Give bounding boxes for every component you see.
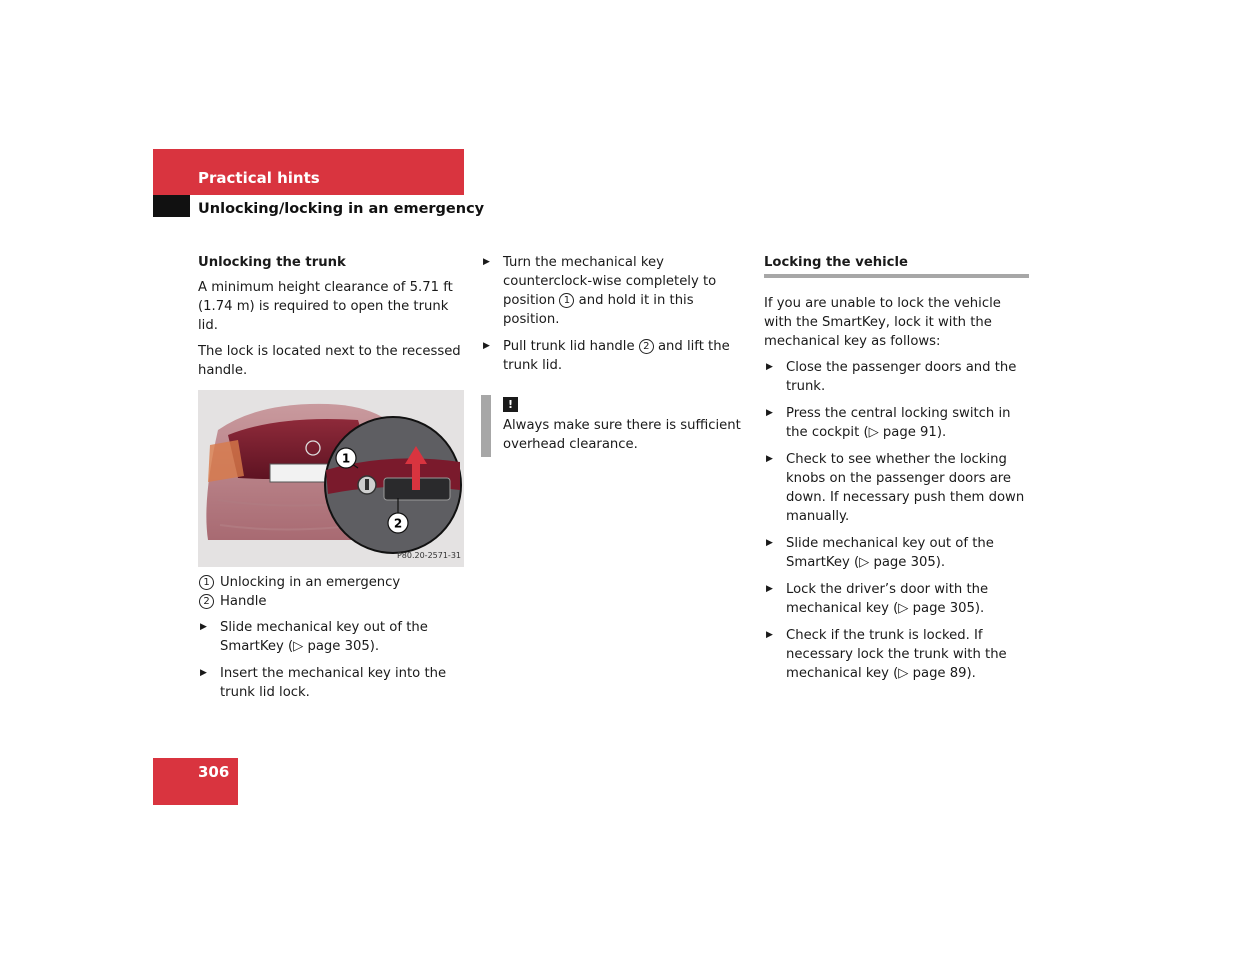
triangle-right-icon: ▶ — [200, 668, 207, 678]
step-text-a: Turn the mechanical key counterclock-wise completely to position — [503, 255, 717, 308]
triangle-right-icon: ▶ — [766, 454, 773, 464]
note-bar — [481, 395, 491, 457]
legend-text: Handle — [220, 594, 267, 609]
step-item — [198, 664, 464, 702]
column-locking-vehicle — [764, 253, 1029, 691]
heading-locking-vehicle: Locking the vehicle — [764, 253, 1029, 278]
locking-intro: If you are unable to lock the vehicle with the SmartKey, lock it with the mechanical key as follows: — [764, 296, 1001, 349]
section-title: Practical hints — [198, 169, 320, 187]
position-number: 1 — [559, 293, 574, 308]
step-item — [481, 337, 749, 375]
step-item — [764, 358, 1029, 396]
lock-location-paragraph: The lock is located next to the recessed handle. — [198, 344, 461, 378]
step-item — [481, 253, 749, 329]
position-number: 2 — [639, 339, 654, 354]
legend-number: 2 — [199, 594, 214, 609]
triangle-right-icon: ▶ — [766, 584, 773, 594]
figure-code: P80.20-2571-31 — [396, 551, 461, 560]
step-text: Slide mechanical key out of the SmartKey (▷ page 305). — [220, 620, 428, 654]
legend-text: Unlocking in an emergency — [220, 575, 401, 590]
step-text-b: and lift the trunk lid. — [503, 339, 730, 373]
triangle-right-icon: ▶ — [766, 362, 773, 372]
legend-item-1 — [198, 573, 464, 592]
step-item — [764, 580, 1029, 618]
step-item — [764, 404, 1029, 442]
exclamation-icon: ! — [503, 397, 518, 412]
trunk-lock-illustration — [198, 390, 464, 567]
triangle-right-icon: ▶ — [766, 408, 773, 418]
subsection-title: Unlocking/locking in an emergency — [198, 201, 485, 217]
step-text-a: Pull trunk lid handle — [503, 339, 639, 354]
note-text: Always make sure there is sufficient overhead clearance. — [503, 418, 741, 452]
caution-note — [481, 395, 749, 454]
step-text: Press the central locking switch in the cockpit (▷ page 91). — [786, 406, 1011, 440]
legend-item-2 — [198, 592, 464, 611]
figure-callout-2: 2 — [393, 516, 403, 531]
triangle-right-icon: ▶ — [200, 622, 207, 632]
legend-number: 1 — [199, 575, 214, 590]
step-text: Slide mechanical key out of the SmartKey (▷ page 305). — [786, 536, 994, 570]
figure-callout-1: 1 — [341, 451, 351, 466]
step-text-b: and hold it in this position. — [503, 293, 694, 327]
column-trunk-steps — [481, 253, 749, 454]
step-text: Check if the trunk is locked. If necessary lock the trunk with the mechanical key (▷ page 89). — [786, 628, 1007, 681]
clearance-paragraph: A minimum height clearance of 5.71 ft (1.74 m) is required to open the trunk lid. — [198, 280, 453, 333]
step-item — [764, 534, 1029, 572]
step-text: Lock the driver’s door with the mechanical key (▷ page 305). — [786, 582, 989, 616]
triangle-right-icon: ▶ — [483, 257, 490, 267]
step-item — [764, 450, 1029, 526]
car-rear-drawing — [198, 390, 464, 567]
step-text: Check to see whether the locking knobs on the passenger doors are down. If necessary push them down manually. — [786, 452, 1025, 524]
step-item — [764, 626, 1029, 683]
column-unlocking-trunk — [198, 253, 464, 710]
subsection-marker — [153, 195, 190, 217]
triangle-right-icon: ▶ — [766, 630, 773, 640]
triangle-right-icon: ▶ — [483, 341, 490, 351]
triangle-right-icon: ▶ — [766, 538, 773, 548]
step-text: Close the passenger doors and the trunk. — [786, 360, 1017, 394]
step-text: Insert the mechanical key into the trunk lid lock. — [220, 666, 447, 700]
heading-unlocking-trunk: Unlocking the trunk — [198, 255, 346, 270]
step-item — [198, 618, 464, 656]
page-number: 306 — [198, 763, 230, 781]
